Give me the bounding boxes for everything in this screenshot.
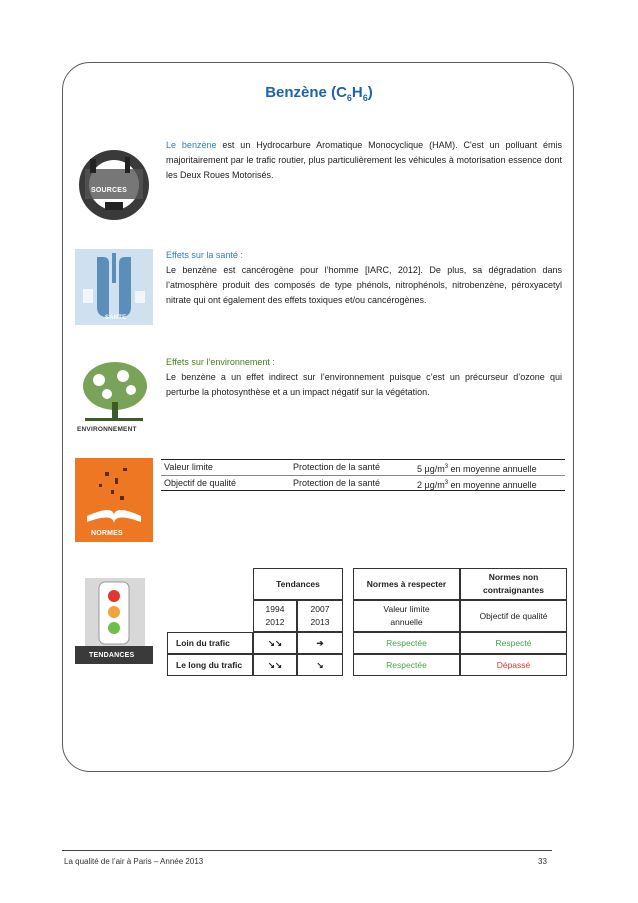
normes-table	[161, 459, 565, 491]
normes-row: Valeur limite Protection de la santé 5 $\mu g/m^3$ en moyenne annuelle	[164, 462, 537, 474]
environnement-paragraph: Effets sur l’environnement : Le benzène a un effet indirect sur l’environnement puisque c’est un précurseur d’ozone qui perturbe la photosynthèse et a un impact négatif sur la végétation.	[166, 357, 562, 397]
trend-1-long: ↘↘	[253, 654, 297, 676]
header-tendances: Tendances	[253, 568, 343, 600]
footer-rule	[62, 850, 552, 851]
norm-status-long: Respectée	[353, 654, 460, 676]
tendances-icon-label: TENDANCES	[89, 652, 135, 659]
page-title: Benzène $(C_6H_6)$	[265, 84, 373, 103]
sources-paragraph: Le benzène est un Hydrocarbure Aromatique Monocyclique (HAM). C'est un polluant émis majoritairement par le trafic routier, plus particulièrement les véhicules à motorisation essence dont les Deux Roues Motorisés.	[166, 140, 563, 180]
row-label-long: Le long du trafic	[167, 654, 253, 676]
normes-icon-label: NORMES	[91, 530, 123, 537]
period-2007-2013: 2007 2013	[297, 600, 343, 632]
row-label-loin: Loin du trafic	[167, 632, 253, 654]
page-number: 33	[538, 857, 547, 866]
environnement-icon	[75, 358, 153, 434]
normes-icon	[75, 458, 153, 537]
environnement-icon-label: ENVIRONNEMENT	[77, 426, 137, 433]
environnement-heading: Effets sur l’environnement :	[166, 357, 275, 367]
sante-paragraph: Effets sur la santé : Le benzène est cancérogène pour l’homme [IARC, 2012]. De plus, sa dégradation dans l’atmosphère produit des composés de type phénols, nitrophénols, nitrobenzène, péroxyacetyl nitrate qui ont également des effets toxiques et/ou cancérogènes.	[166, 250, 562, 305]
sources-icon	[75, 147, 153, 223]
normes-row: Objectif de qualité Protection de la santé 2 $\mu g/m^3$ en moyenne annuelle	[164, 478, 537, 490]
non-status-loin: Respecté	[460, 632, 567, 654]
trend-2-loin: ➔	[297, 632, 343, 654]
header-normes-a-respecter: Normes à respecter	[353, 568, 460, 600]
trend-2-long: ↘	[297, 654, 343, 676]
sante-icon	[75, 249, 153, 325]
non-status-long: Dépassé	[460, 654, 567, 676]
trend-1-loin: ↘↘	[253, 632, 297, 654]
header-non-contraignantes: Normes non contraignantes	[460, 568, 567, 600]
sub-valeur-limite: Valeur limite annuelle	[353, 600, 460, 632]
norm-status-loin: Respectée	[353, 632, 460, 654]
footer-title: La qualité de l’air à Paris – Année 2013	[64, 857, 204, 866]
sante-heading: Effets sur la santé :	[166, 250, 243, 260]
sub-objectif-qualite: Objectif de qualité	[460, 600, 567, 632]
period-1994-2012: 1994 2012	[253, 600, 297, 632]
tendances-icon	[75, 578, 153, 659]
sante-icon-label: SANTE	[105, 315, 127, 321]
sources-icon-label: SOURCES	[91, 187, 128, 194]
